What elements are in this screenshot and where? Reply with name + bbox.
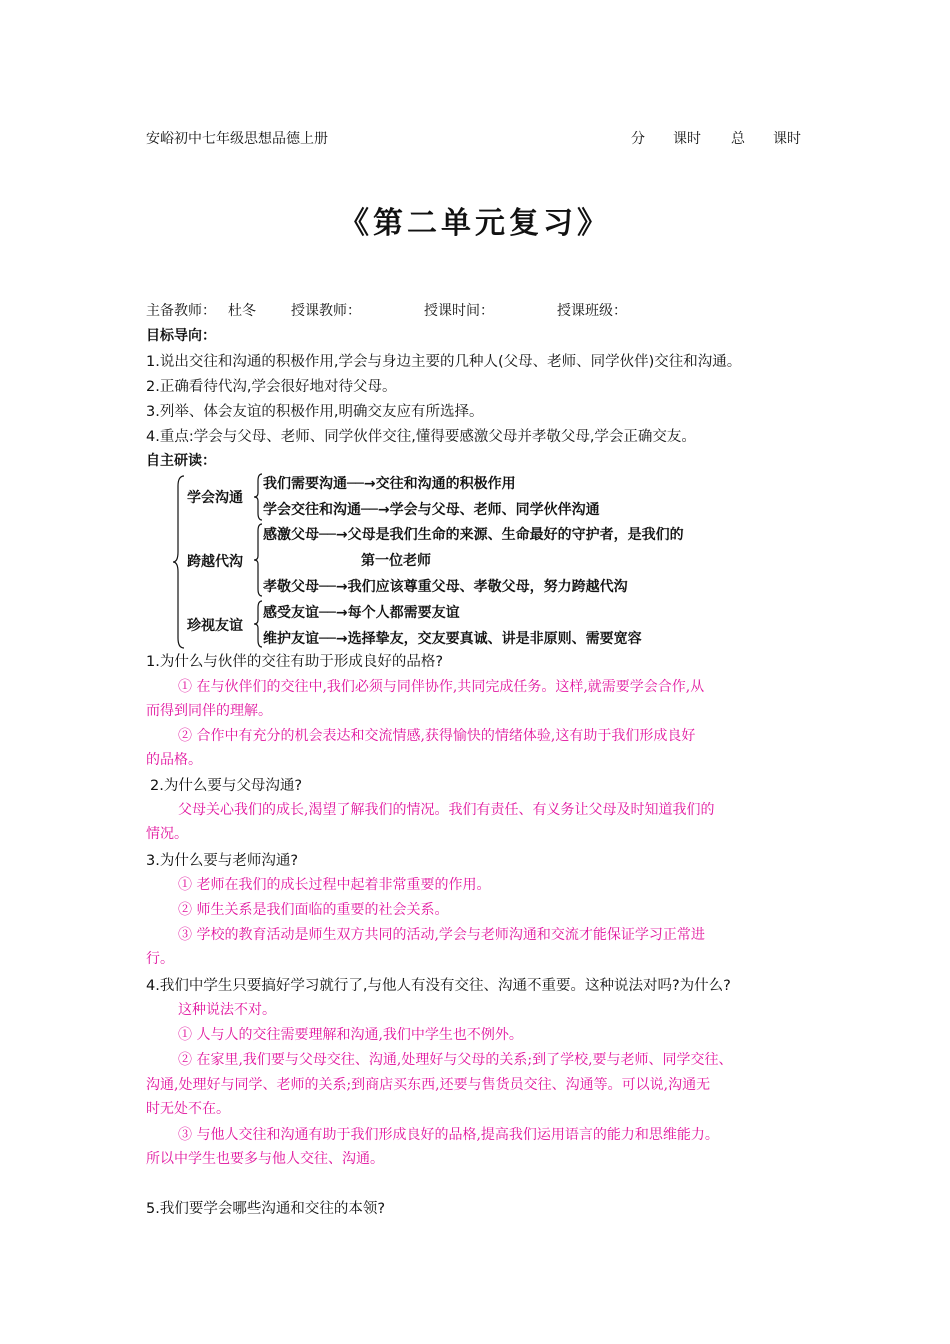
diagram-line: 第一位老师 [361,553,431,569]
goal-item: 2.正确看待代沟,学会很好地对待父母。 [146,379,397,395]
question: 1.为什么与伙伴的交往有助于形成良好的品格? [146,654,444,670]
answer-line: 父母关心我们的成长,渴望了解我们的情况。我们有责任、有义务让父母及时知道我们的 [178,802,715,818]
diagram-line: 感受友谊──→每个人都需要友谊 [263,605,460,621]
diagram-line: 孝敬父母──→我们应该尊重父母、孝敬父母，努力跨越代沟 [263,579,628,595]
time-label: 授课时间： [424,303,494,319]
answer-line: 行。 [146,951,174,967]
group-brace-icon [253,523,263,597]
main-teacher-name: 杜冬 [228,303,256,319]
answer-line: ③ 与他人交往和沟通有助于我们形成良好的品格,提高我们运用语言的能力和思维能力。 [178,1127,719,1143]
group-brace-icon [253,600,263,648]
answer-line: 情况。 [146,826,188,842]
diagram-line: 感激父母──→父母是我们生命的来源、生命最好的守护者，是我们的 [263,527,684,543]
question: 2.为什么要与父母沟通? [150,778,303,794]
page-title: 《第二单元复习》 [339,206,611,241]
goals-heading: 目标导向： [146,328,216,344]
zong-label: 总 [731,131,745,147]
outer-brace-icon [172,474,186,650]
answer-line: 时无处不在。 [146,1101,230,1117]
diagram-line: 我们需要沟通──→交往和沟通的积极作用 [263,476,516,492]
answer-line: ① 老师在我们的成长过程中起着非常重要的作用。 [178,877,491,893]
goal-item: 3.列举、体会友谊的积极作用,明确交友应有所选择。 [146,404,484,420]
group-brace-icon [253,473,263,521]
answer-line: 这种说法不对。 [178,1002,276,1018]
answer-line: ③ 学校的教育活动是师生双方共同的活动,学会与老师沟通和交流才能保证学习正常进 [178,927,705,943]
answer-line: ② 合作中有充分的机会表达和交流情感,获得愉快的情绪体验,这有助于我们形成良好 [178,728,696,744]
question: 3.为什么要与老师沟通? [146,853,299,869]
main-teacher-label: 主备教师： [146,303,216,319]
answer-line: 的品格。 [146,752,202,768]
answer-line: ② 在家里,我们要与父母交往、沟通,处理好与父母的关系;到了学校,要与老师、同学交往、 [178,1052,733,1068]
group-name: 学会沟通 [187,490,243,506]
answer-line: 沟通,处理好与同学、老师的关系;到商店买东西,还要与售货员交往、沟通等。可以说,沟通无 [146,1077,711,1093]
goal-item: 1.说出交往和沟通的积极作用,学会与身边主要的几种人(父母、老师、同学伙伴)交往和沟通。 [146,354,742,370]
class-label: 授课班级： [557,303,627,319]
answer-line: ② 师生关系是我们面临的重要的社会关系。 [178,902,449,918]
lecturer-label: 授课教师： [291,303,361,319]
diagram-line: 学会交往和沟通──→学会与父母、老师、同学伙伴沟通 [263,502,600,518]
answer-line: 而得到同伴的理解。 [146,703,272,719]
group-name: 珍视友谊 [187,618,243,634]
answer-line: 所以中学生也要多与他人交往、沟通。 [146,1151,384,1167]
fen-label: 分 [631,131,645,147]
total-keshi-label: 课时 [773,131,801,147]
answer-line: ① 在与伙伴们的交往中,我们必须与同伴协作,共同完成任务。这样,就需要学会合作,从 [178,679,705,695]
diagram-line: 维护友谊──→选择挚友，交友要真诚、讲是非原则、需要宽容 [263,631,642,647]
question: 4.我们中学生只要搞好学习就行了,与他人有没有交往、沟通不重要。这种说法对吗?为什么? [146,978,731,994]
goal-item: 4.重点:学会与父母、老师、同学伙伴交往,懂得要感激父母并孝敬父母,学会正确交友。 [146,429,696,445]
course-header: 安峪初中七年级思想品德上册 [146,131,328,147]
group-name: 跨越代沟 [187,554,243,570]
self-study-heading: 自主研读： [146,453,216,469]
answer-line: ① 人与人的交往需要理解和沟通,我们中学生也不例外。 [178,1027,523,1043]
question: 5.我们要学会哪些沟通和交往的本领? [146,1201,386,1217]
keshi-label: 课时 [673,131,701,147]
